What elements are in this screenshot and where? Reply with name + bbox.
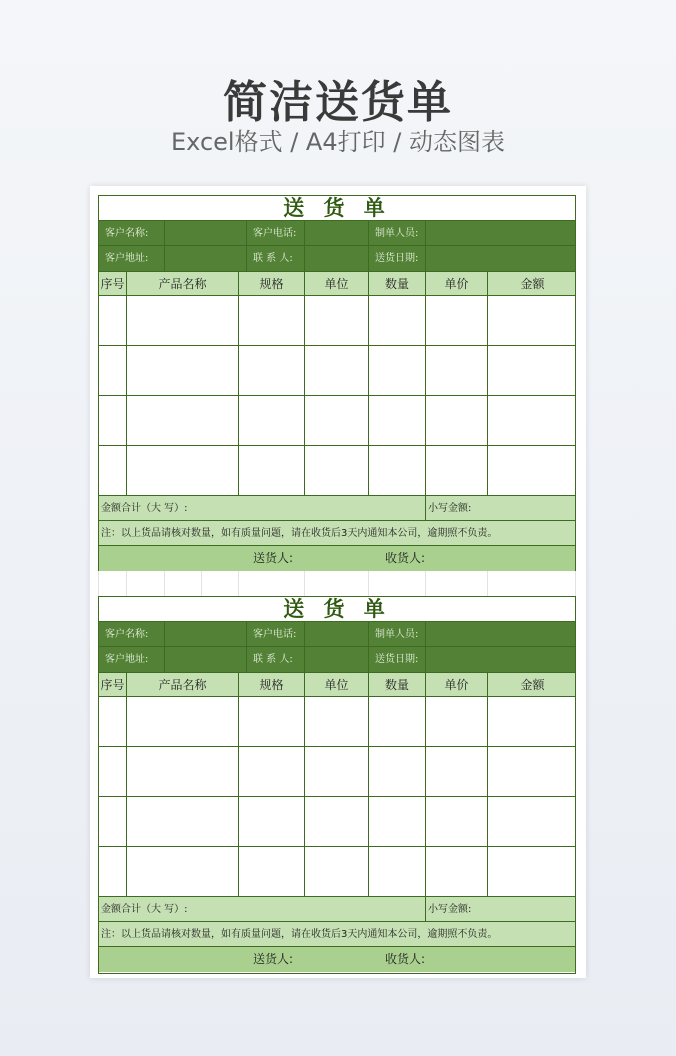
table-cell[interactable] <box>488 847 577 896</box>
table-cell[interactable] <box>426 296 488 345</box>
table-cell[interactable] <box>99 346 127 395</box>
total-row <box>99 496 575 521</box>
customer-address-label: 客户地址: <box>99 246 165 271</box>
delivery-date-label: 送货日期: <box>369 246 426 271</box>
table-cell[interactable] <box>127 697 239 746</box>
table-row <box>99 296 575 346</box>
delivery-date-field[interactable] <box>426 647 577 672</box>
form-title: 送 货 单 <box>99 196 575 221</box>
table-row <box>99 697 575 747</box>
table-cell[interactable] <box>239 346 305 395</box>
customer-address-field[interactable] <box>165 246 247 271</box>
customer-name-label: 客户名称: <box>99 622 165 647</box>
receiver-label: 收货人: <box>385 952 426 966</box>
contact-label: 联 系 人: <box>247 246 305 271</box>
table-cell[interactable] <box>99 797 127 846</box>
grid-line <box>126 571 127 596</box>
info-row-2 <box>99 246 575 271</box>
table-cell[interactable] <box>369 747 426 796</box>
table-row <box>99 797 575 847</box>
column-header: 产品名称 <box>127 673 239 697</box>
customer-phone-label: 客户电话: <box>247 221 305 246</box>
column-header: 金额 <box>520 678 545 692</box>
customer-address-field[interactable] <box>165 647 247 672</box>
grid-line <box>164 571 165 596</box>
table-cell[interactable] <box>305 797 369 846</box>
signature-row <box>99 546 575 571</box>
table-cell[interactable] <box>305 847 369 896</box>
table-cell[interactable] <box>239 797 305 846</box>
deliverer-label: 送货人: <box>253 952 294 966</box>
table-cell[interactable] <box>305 396 369 445</box>
table-row <box>99 847 575 897</box>
table-row <box>99 747 575 797</box>
grid-line <box>238 571 239 596</box>
info-row-2 <box>99 647 575 672</box>
table-cell[interactable] <box>305 697 369 746</box>
table-cell[interactable] <box>127 396 239 445</box>
table-cell[interactable] <box>99 446 127 495</box>
column-header: 数量 <box>369 272 426 296</box>
table-cell[interactable] <box>305 296 369 345</box>
page-title: 简洁送货单 <box>223 77 453 128</box>
paper-sheet <box>90 186 586 978</box>
table-cell[interactable] <box>239 747 305 796</box>
contact-field[interactable] <box>305 647 369 672</box>
table-cell[interactable] <box>369 446 426 495</box>
table-cell[interactable] <box>488 747 577 796</box>
table-cell[interactable] <box>369 797 426 846</box>
customer-name-field[interactable] <box>165 622 247 647</box>
table-cell[interactable] <box>488 296 577 345</box>
table-cell[interactable] <box>426 446 488 495</box>
customer-phone-field[interactable] <box>305 221 369 246</box>
grid-line <box>487 571 488 596</box>
table-cell[interactable] <box>305 346 369 395</box>
note-text: 注：以上货品请核对数量，如有质量问题，请在收货后3天内通知本公司，逾期照不负责。 <box>99 521 575 546</box>
table-cell[interactable] <box>369 296 426 345</box>
total-upper-label: 金额合计（大 写）: <box>99 897 426 922</box>
table-cell[interactable] <box>239 396 305 445</box>
table-cell[interactable] <box>127 847 239 896</box>
table-cell[interactable] <box>99 847 127 896</box>
preparer-label: 制单人员: <box>369 622 426 647</box>
customer-address-label: 客户地址: <box>99 647 165 672</box>
spreadsheet-gap <box>98 571 576 596</box>
table-header <box>99 271 575 296</box>
table-cell[interactable] <box>369 697 426 746</box>
contact-field[interactable] <box>305 246 369 271</box>
preparer-field[interactable] <box>426 622 577 647</box>
table-row <box>99 446 575 496</box>
delivery-form-1 <box>98 195 576 571</box>
table-cell[interactable] <box>426 697 488 746</box>
total-lower-label: 小写金额: <box>428 503 472 514</box>
info-row-1 <box>99 622 575 647</box>
page-subtitle: Excel格式 / A4打印 / 动态图表 <box>171 128 505 156</box>
table-cell[interactable] <box>305 747 369 796</box>
customer-phone-label: 客户电话: <box>247 622 305 647</box>
info-row-1 <box>99 221 575 246</box>
grid-line <box>368 571 369 596</box>
column-header: 规格 <box>239 272 305 296</box>
delivery-date-label: 送货日期: <box>369 647 426 672</box>
customer-name-field[interactable] <box>165 221 247 246</box>
table-cell[interactable] <box>369 396 426 445</box>
customer-phone-field[interactable] <box>305 622 369 647</box>
table-cell[interactable] <box>488 396 577 445</box>
table-cell[interactable] <box>488 446 577 495</box>
grid-line <box>575 571 576 596</box>
deliverer-label: 送货人: <box>253 551 294 565</box>
table-cell[interactable] <box>369 847 426 896</box>
table-cell[interactable] <box>305 446 369 495</box>
receiver-label: 收货人: <box>385 551 426 565</box>
grid-line <box>425 571 426 596</box>
preparer-field[interactable] <box>426 221 577 246</box>
customer-name-label: 客户名称: <box>99 221 165 246</box>
column-header: 金额 <box>520 277 545 291</box>
grid-line <box>304 571 305 596</box>
delivery-form-2 <box>98 596 576 974</box>
total-row <box>99 897 575 922</box>
table-cell[interactable] <box>426 396 488 445</box>
column-header: 单位 <box>305 272 369 296</box>
delivery-date-field[interactable] <box>426 246 577 271</box>
table-cell[interactable] <box>127 797 239 846</box>
column-header: 序号 <box>99 272 127 296</box>
table-cell[interactable] <box>488 797 577 846</box>
column-header: 产品名称 <box>127 272 239 296</box>
table-row <box>99 346 575 396</box>
column-header: 规格 <box>239 673 305 697</box>
table-cell[interactable] <box>239 847 305 896</box>
table-cell[interactable] <box>127 446 239 495</box>
form-title: 送 货 单 <box>99 597 575 622</box>
grid-line <box>201 571 202 596</box>
table-row <box>99 396 575 446</box>
table-cell[interactable] <box>127 747 239 796</box>
table-cell[interactable] <box>99 296 127 345</box>
table-cell[interactable] <box>369 346 426 395</box>
table-header <box>99 672 575 697</box>
note-text: 注：以上货品请核对数量，如有质量问题，请在收货后3天内通知本公司，逾期照不负责。 <box>99 922 575 947</box>
table-cell[interactable] <box>426 346 488 395</box>
table-cell[interactable] <box>239 697 305 746</box>
column-header: 单价 <box>426 673 488 697</box>
total-lower-label: 小写金额: <box>428 904 472 915</box>
grid-line <box>98 571 99 596</box>
table-cell[interactable] <box>99 396 127 445</box>
table-cell[interactable] <box>488 697 577 746</box>
table-cell[interactable] <box>426 797 488 846</box>
column-header: 数量 <box>369 673 426 697</box>
table-cell[interactable] <box>239 446 305 495</box>
column-header: 单价 <box>426 272 488 296</box>
table-cell[interactable] <box>99 697 127 746</box>
column-header: 序号 <box>99 673 127 697</box>
column-header: 单位 <box>305 673 369 697</box>
contact-label: 联 系 人: <box>247 647 305 672</box>
table-cell[interactable] <box>426 747 488 796</box>
table-cell[interactable] <box>127 296 239 345</box>
table-cell[interactable] <box>127 346 239 395</box>
table-cell[interactable] <box>488 346 577 395</box>
preparer-label: 制单人员: <box>369 221 426 246</box>
table-cell[interactable] <box>426 847 488 896</box>
signature-row <box>99 947 575 972</box>
table-cell[interactable] <box>99 747 127 796</box>
table-cell[interactable] <box>239 296 305 345</box>
total-upper-label: 金额合计（大 写）: <box>99 496 426 521</box>
